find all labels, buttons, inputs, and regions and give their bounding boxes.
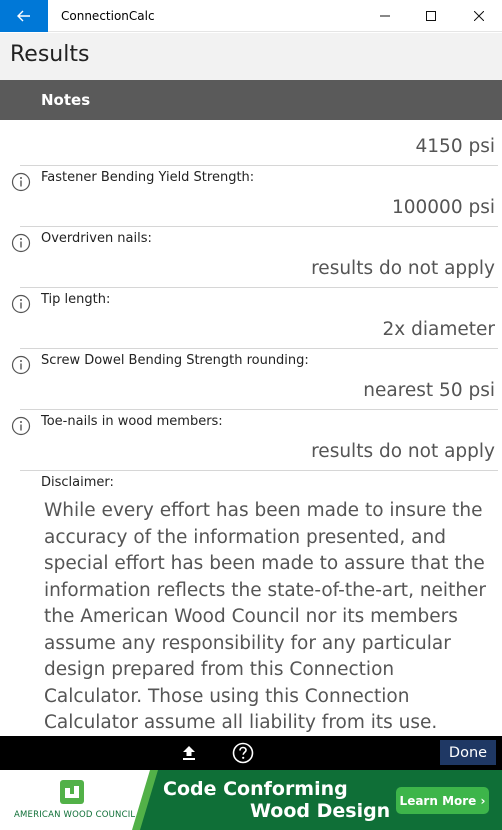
notes-title: Notes: [41, 91, 91, 109]
list-item: [0, 166, 502, 227]
results-list[interactable]: [0, 120, 502, 736]
arrow-left-icon: [17, 10, 31, 22]
row-value: 4150 psi: [415, 136, 495, 157]
row-value: nearest 50 psi: [363, 380, 495, 401]
minimize-icon: [380, 11, 390, 21]
list-item: [0, 410, 502, 471]
row-label: Overdriven nails:: [41, 231, 152, 246]
row-value: results do not apply: [311, 258, 495, 279]
upload-icon: [180, 744, 198, 762]
page-title: Results: [10, 42, 90, 67]
close-button[interactable]: [456, 0, 502, 32]
info-icon[interactable]: [11, 355, 31, 375]
disclaimer-text: While every effort has been made to insure the accuracy of the information presented, and special effort has been made to assure that the information reflects the state-of-the-art, neither the American Wood Council nor its members assume any responsibility for any particular design prepared from this Connection Calculator. Those using this Connection Calculator assume all liability from its use.: [44, 500, 487, 733]
list-item: [0, 227, 502, 288]
back-button[interactable]: [0, 0, 48, 32]
row-label: Tip length:: [41, 292, 111, 307]
row-value: results do not apply: [311, 441, 495, 462]
ad-headline-2: Wood Design: [250, 800, 391, 822]
row-label: Toe-nails in wood members:: [41, 414, 223, 429]
bottom-app-bar: [0, 736, 502, 770]
info-icon[interactable]: [11, 416, 31, 436]
row-value: 2x diameter: [382, 319, 495, 340]
row-label: Fastener Bending Yield Strength:: [41, 170, 255, 185]
info-icon[interactable]: [11, 233, 31, 253]
ad-headline-1: Code Conforming: [163, 778, 348, 800]
help-button[interactable]: [230, 740, 256, 766]
awc-logo-icon: [58, 778, 86, 806]
maximize-icon: [426, 11, 436, 21]
page-header: [0, 33, 502, 80]
app-title: ConnectionCalc: [61, 9, 155, 23]
maximize-button[interactable]: [408, 0, 454, 32]
help-icon: [232, 742, 254, 764]
info-icon[interactable]: [11, 172, 31, 192]
list-item: [0, 349, 502, 410]
close-icon: [474, 11, 484, 21]
disclaimer-label: Disclaimer:: [41, 475, 114, 490]
row-divider: [20, 470, 498, 471]
minimize-button[interactable]: [362, 0, 408, 32]
organization-name: AMERICAN WOOD COUNCIL: [14, 810, 136, 820]
info-icon[interactable]: [11, 294, 31, 314]
list-item: [0, 120, 502, 166]
done-button[interactable]: Done: [440, 740, 496, 765]
row-value: 100000 psi: [391, 197, 495, 218]
ad-banner[interactable]: [0, 770, 502, 830]
notes-header: [0, 80, 502, 120]
title-bar: [0, 0, 502, 32]
list-item: [0, 288, 502, 349]
learn-more-button[interactable]: Learn More ›: [396, 787, 489, 814]
row-label: Screw Dowel Bending Strength rounding:: [41, 353, 309, 368]
upload-button[interactable]: [176, 740, 202, 766]
